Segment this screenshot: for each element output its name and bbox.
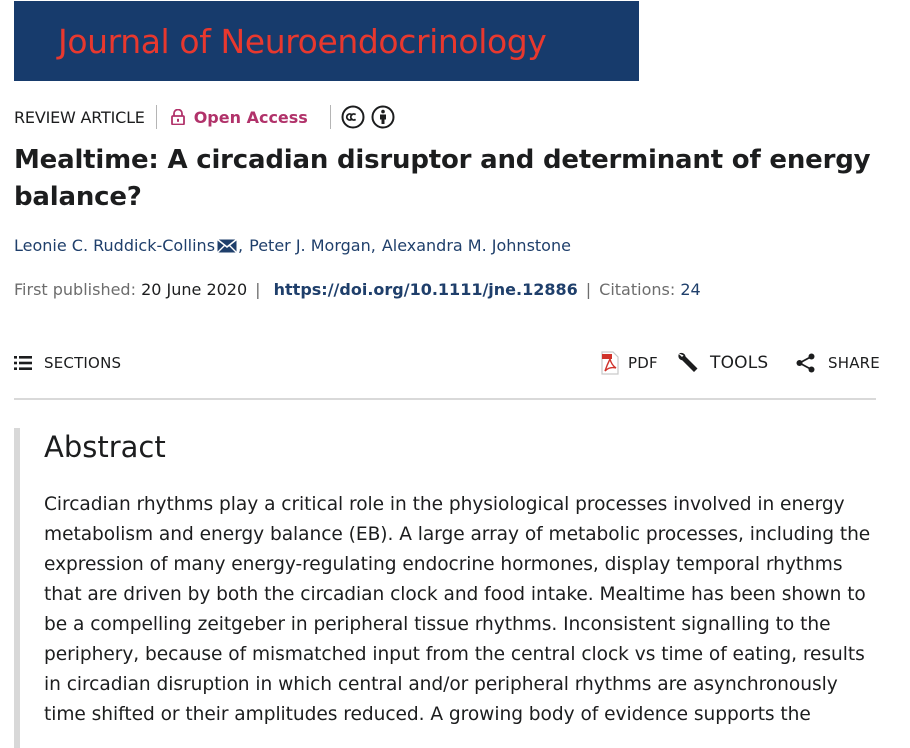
- pdf-button[interactable]: [600, 346, 658, 380]
- author-separator: ,: [238, 236, 244, 255]
- first-published-date: 20 June 2020: [141, 280, 248, 299]
- citations-label: Citations:: [599, 280, 676, 299]
- sections-label: SECTIONS: [44, 354, 122, 372]
- author-link[interactable]: Leonie C. Ruddick-Collins: [14, 236, 216, 255]
- creative-commons-icon: [341, 105, 365, 129]
- abstract-text: Circadian rhythms play a critical role in the physiological processes involved in energy metabolism and energy balance (EB). A large array of metabolic processes, including the expression of many energy-regulating endocrine hormones, display temporal rhythms that are driven by both the circadian clock and food intake. Mealtime has been shown to be a compelling zeitgeber in peripheral tissue rhythms. Inconsistent signalling to the periphery, because of mismatched input from the central clock vs time of eating, results in circadian disruption in which central and/or peripheral rhythms are asynchronously time shifted or their amplitudes reduced. A growing body of evidence supports the: [44, 494, 871, 725]
- citations-count[interactable]: 24: [680, 280, 701, 299]
- journal-banner[interactable]: [14, 1, 639, 81]
- share-icon: [796, 353, 816, 373]
- open-access-badge[interactable]: [171, 108, 308, 127]
- wrench-icon: [676, 351, 700, 375]
- article-meta-row: [14, 103, 395, 131]
- info-separator: |: [585, 280, 592, 299]
- info-separator: |: [255, 280, 261, 299]
- share-label: SHARE: [828, 354, 880, 372]
- article-type: REVIEW ARTICLE: [14, 107, 145, 127]
- doi-link[interactable]: https://doi.org/10.1111/jne.12886: [273, 280, 578, 299]
- toolbar-divider: [14, 398, 876, 400]
- article-toolbar: [14, 346, 880, 380]
- license-icons[interactable]: [341, 105, 395, 129]
- article-title: Mealtime: A circadian disruptor and determinant of energy balance?: [14, 145, 871, 212]
- attribution-icon: [371, 105, 395, 129]
- journal-name: Journal of Neuroendocrinology: [58, 21, 547, 61]
- pdf-icon: [600, 351, 620, 375]
- author-separator: ,: [370, 236, 376, 255]
- author-link[interactable]: Peter J. Morgan: [249, 236, 371, 255]
- open-access-label: Open Access: [193, 107, 308, 127]
- sections-button[interactable]: [14, 346, 121, 380]
- publication-info: [14, 280, 701, 299]
- tools-button[interactable]: [676, 346, 768, 380]
- author-list: [14, 236, 571, 255]
- lock-open-icon: [171, 109, 185, 125]
- pdf-label: PDF: [628, 354, 658, 372]
- share-button[interactable]: [796, 346, 880, 380]
- first-published-label: First published:: [14, 280, 136, 299]
- abstract-heading: Abstract: [44, 430, 166, 464]
- meta-divider: [156, 105, 157, 129]
- tools-label: TOOLS: [710, 353, 769, 373]
- list-icon: [14, 356, 32, 370]
- abstract-section: [14, 428, 894, 748]
- author-link[interactable]: Alexandra M. Johnstone: [381, 236, 571, 255]
- email-icon[interactable]: [217, 239, 237, 253]
- meta-divider: [330, 105, 331, 129]
